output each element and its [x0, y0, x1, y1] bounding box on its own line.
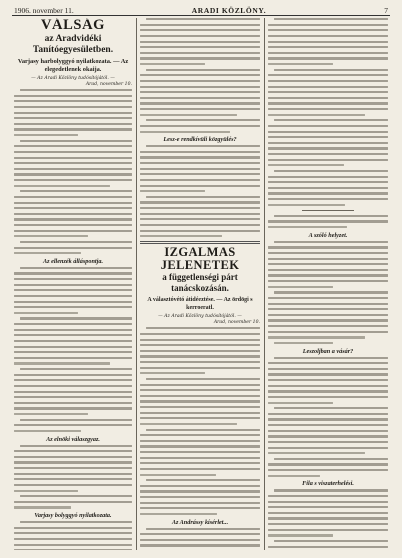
text-line: [268, 246, 388, 248]
text-line: [268, 159, 388, 161]
text-line: [20, 368, 132, 370]
text-line: [140, 190, 205, 192]
text-line: [268, 463, 388, 465]
text-line: [140, 412, 260, 414]
text-line: [268, 396, 388, 398]
text-line: [268, 379, 388, 381]
text-line: [268, 198, 388, 200]
text-line: [20, 317, 132, 319]
text-line: [14, 230, 132, 232]
text-line: [146, 18, 260, 20]
article-deck: Varjasy harbolyggyó nyilatkozata. — Az elegedetlenek okaija.: [17, 58, 129, 73]
text-line: [14, 450, 132, 452]
text-line: [268, 546, 388, 548]
text-line: [140, 29, 260, 31]
double-rule: [140, 241, 260, 245]
text-line: [268, 517, 388, 519]
text-line: [14, 484, 132, 486]
text-line: [268, 390, 388, 392]
text-line: [140, 46, 260, 48]
text-line: [274, 458, 388, 460]
text-line: [268, 274, 388, 276]
text-line: [14, 351, 132, 353]
text-line: [14, 527, 132, 529]
body-text: [268, 241, 388, 344]
text-line: [140, 80, 260, 82]
text-line: [14, 357, 132, 359]
body-text: [140, 528, 260, 551]
text-line: [268, 108, 388, 110]
text-line: [274, 540, 388, 542]
body-text: [268, 18, 388, 206]
text-line: [14, 340, 132, 342]
column-rule: [136, 18, 137, 550]
text-line: [20, 445, 132, 447]
text-line: [268, 258, 388, 260]
text-line: [140, 230, 260, 232]
text-line: [140, 490, 260, 492]
text-line: [268, 80, 388, 82]
body-text: [14, 89, 132, 254]
text-line: [140, 389, 260, 391]
text-line: [268, 114, 365, 116]
text-line: [20, 241, 132, 243]
text-line: [14, 185, 110, 187]
text-line: [14, 289, 132, 291]
section-heading: Az ellenzék álláspontja.: [43, 257, 103, 265]
text-line: [268, 57, 388, 59]
text-line: [140, 339, 260, 341]
divider: [302, 210, 354, 211]
body-text: [268, 357, 388, 477]
text-line: [140, 207, 260, 209]
text-line: [20, 190, 132, 192]
body-text: [140, 145, 260, 237]
body-text: [140, 327, 260, 515]
text-line: [14, 284, 132, 286]
text-line: [14, 218, 132, 220]
text-line: [140, 496, 260, 498]
text-line: [140, 502, 260, 504]
text-line: [140, 434, 260, 436]
text-line: [268, 368, 388, 370]
text-line: [14, 224, 132, 226]
text-line: [268, 336, 365, 338]
column-3: [268, 18, 388, 550]
text-line: [274, 241, 388, 243]
text-line: [274, 342, 333, 344]
text-line: [268, 435, 388, 437]
text-line: [140, 384, 260, 386]
text-line: [14, 374, 132, 376]
text-line: [268, 136, 388, 138]
text-line: [268, 269, 388, 271]
text-line: [14, 424, 132, 426]
text-line: [20, 521, 132, 523]
text-line: [14, 162, 132, 164]
text-line: [140, 350, 260, 352]
text-line: [20, 419, 132, 421]
text-line: [268, 192, 388, 194]
section-heading: Varjasy bolyggyó nyilatkozata.: [34, 512, 112, 519]
text-line: [14, 323, 132, 325]
text-line: [268, 131, 388, 133]
text-line: [140, 201, 260, 203]
text-line: [140, 86, 260, 88]
article-dateline: Arad, november 10.: [85, 82, 132, 87]
text-line: [140, 457, 260, 459]
text-line: [268, 297, 388, 299]
text-line: [268, 97, 388, 99]
text-line: [14, 478, 132, 480]
text-line: [146, 69, 260, 71]
text-line: [268, 402, 333, 404]
text-line: [20, 140, 132, 142]
text-line: [14, 385, 132, 387]
text-line: [268, 469, 388, 471]
text-line: [268, 418, 388, 420]
text-line: [14, 168, 132, 170]
text-line: [146, 327, 260, 329]
text-line: [268, 125, 388, 127]
text-line: [14, 134, 78, 136]
text-line: [14, 402, 132, 404]
article-headline: IZGALMAS JELENETEK: [160, 245, 240, 273]
text-line: [14, 179, 132, 181]
text-line: [14, 413, 88, 415]
text-line: [140, 445, 260, 447]
text-line: [14, 247, 132, 249]
text-line: [268, 331, 388, 333]
text-line: [140, 218, 260, 220]
text-line: [274, 489, 388, 491]
text-line: [268, 176, 388, 178]
text-line: [14, 396, 132, 398]
text-line: [140, 185, 260, 187]
text-line: [140, 213, 260, 215]
text-line: [140, 91, 260, 93]
text-line: [14, 549, 132, 550]
text-line: [268, 325, 388, 327]
text-line: [14, 532, 132, 534]
text-line: [14, 278, 132, 280]
text-line: [14, 112, 132, 114]
text-line: [14, 272, 132, 274]
text-line: [140, 168, 260, 170]
text-line: [14, 213, 132, 215]
text-line: [140, 417, 260, 419]
text-line: [274, 357, 388, 359]
text-line: [140, 97, 260, 99]
text-line: [140, 367, 260, 369]
text-line: [14, 538, 132, 540]
text-line: [268, 447, 388, 449]
text-line: [140, 125, 260, 127]
text-line: [140, 400, 260, 402]
text-line: [14, 312, 78, 314]
text-line: [140, 533, 260, 535]
text-line: [268, 506, 388, 508]
text-line: [14, 235, 88, 237]
text-line: [268, 430, 388, 432]
text-line: [14, 301, 132, 303]
text-line: [14, 306, 132, 308]
text-line: [268, 204, 345, 206]
text-line: [140, 224, 260, 226]
text-line: [140, 462, 260, 464]
text-line: [146, 479, 260, 481]
section-heading: Fila s viszaterhelési.: [302, 480, 354, 488]
text-line: [268, 452, 365, 454]
text-line: [140, 507, 260, 509]
text-line: [14, 501, 132, 503]
text-line: [268, 147, 388, 149]
text-line: [140, 361, 260, 363]
column-2: [140, 18, 260, 550]
article-byline: — Az Aradi Közlöny tudósítójától. —: [31, 76, 115, 81]
text-line: [14, 456, 132, 458]
text-line: [140, 406, 260, 408]
text-line: [140, 114, 237, 116]
text-line: [268, 280, 388, 282]
text-line: [14, 202, 132, 204]
text-line: [268, 529, 388, 531]
text-line: [268, 35, 388, 37]
text-line: [14, 117, 132, 119]
text-line: [140, 451, 260, 453]
text-line: [140, 41, 260, 43]
body-text: [268, 215, 388, 228]
text-line: [140, 485, 260, 487]
text-line: [268, 314, 388, 316]
text-line: [268, 29, 388, 31]
text-line: [140, 372, 205, 374]
text-line: [14, 145, 132, 147]
text-line: [14, 128, 132, 130]
text-line: [268, 512, 388, 514]
text-line: [268, 308, 388, 310]
text-line: [268, 286, 333, 288]
text-line: [14, 467, 132, 469]
text-line: [140, 74, 260, 76]
text-line: [14, 430, 81, 432]
text-line: [140, 333, 260, 335]
text-line: [140, 468, 260, 470]
text-line: [14, 100, 132, 102]
text-line: [268, 74, 388, 76]
text-line: [14, 295, 132, 297]
text-line: [140, 63, 205, 65]
text-line: [268, 373, 388, 375]
text-line: [268, 303, 388, 305]
text-line: [140, 513, 217, 515]
text-line: [268, 501, 388, 503]
text-line: [14, 196, 132, 198]
text-line: [14, 157, 132, 159]
text-line: [274, 69, 388, 71]
text-line: [20, 495, 132, 497]
text-line: [14, 473, 132, 475]
text-line: [14, 461, 132, 463]
text-line: [146, 196, 260, 198]
text-line: [268, 24, 388, 26]
text-line: [146, 378, 260, 380]
text-line: [268, 164, 344, 166]
article-byline: — Az Aradi Közlöny tudósítójától. —: [158, 314, 242, 320]
text-line: [14, 391, 132, 393]
page-number: 7: [384, 5, 388, 15]
text-line: [268, 46, 388, 48]
section-heading: Leszoljban a vásár?: [302, 347, 354, 355]
text-line: [268, 102, 388, 104]
text-line: [268, 495, 388, 497]
body-text: [140, 18, 260, 133]
text-line: [268, 385, 388, 387]
text-line: [140, 344, 260, 346]
text-line: [14, 379, 132, 381]
section-heading: A szóló helyzet.: [308, 231, 348, 239]
text-line: [14, 362, 110, 364]
body-text: [14, 445, 132, 509]
text-line: [268, 319, 388, 321]
text-line: [14, 207, 132, 209]
text-line: [140, 52, 260, 54]
text-line: [14, 151, 132, 153]
text-line: [146, 528, 260, 530]
issue-date: 1906. november 11.: [14, 5, 74, 15]
text-line: [20, 89, 132, 91]
text-line: [274, 119, 388, 121]
text-line: [140, 162, 260, 164]
text-line: [268, 153, 388, 155]
text-line: [14, 106, 132, 108]
text-line: [140, 179, 260, 181]
text-line: [146, 429, 260, 431]
article-deck: A választóvétó átidéeztése. — Az ördögi s kerroeratl.: [147, 297, 253, 311]
body-text: [14, 521, 132, 550]
text-line: [140, 35, 260, 37]
article-dateline: Arad, november 10.: [213, 320, 260, 326]
section-heading: Lesz-e rendkívüli közgyülés?: [163, 136, 237, 144]
article-subheadline: a függetlenségi párt tanácskozásán.: [162, 272, 238, 294]
text-line: [268, 424, 388, 426]
text-line: [140, 539, 260, 541]
text-line: [268, 142, 388, 144]
text-line: [268, 63, 333, 65]
text-line: [268, 534, 333, 536]
text-line: [274, 170, 388, 172]
text-line: [268, 226, 347, 228]
text-line: [268, 86, 388, 88]
text-line: [268, 181, 388, 183]
text-line: [14, 329, 132, 331]
text-line: [274, 18, 388, 20]
text-line: [268, 441, 388, 443]
article-subheadline: az Aradvidéki Tanítóegyesületben.: [32, 34, 114, 55]
section-heading: Az Andrássy kísérlet...: [171, 518, 229, 526]
text-line: [268, 475, 320, 477]
text-line: [140, 24, 260, 26]
text-line: [140, 57, 260, 59]
section-heading: Az elnöki válaszgyaz.: [46, 435, 100, 443]
text-line: [140, 151, 260, 153]
text-line: [268, 220, 388, 222]
text-line: [14, 123, 132, 125]
text-line: [268, 187, 388, 189]
body-text: [14, 267, 132, 432]
text-line: [14, 407, 132, 409]
text-line: [146, 145, 260, 147]
text-line: [20, 267, 132, 269]
text-line: [268, 91, 388, 93]
text-line: [268, 52, 388, 54]
body-text: [268, 489, 388, 550]
text-line: [140, 544, 260, 546]
text-line: [268, 263, 388, 265]
text-line: [14, 544, 132, 546]
paper-title: ARADI KÖZLÖNY.: [191, 5, 267, 15]
column-rule: [264, 18, 265, 550]
text-line: [14, 252, 81, 254]
text-line: [268, 523, 388, 525]
text-line: [14, 334, 132, 336]
text-line: [140, 440, 260, 442]
text-line: [274, 291, 388, 293]
article-headline: VÁLSÁG: [40, 18, 106, 33]
text-line: [14, 346, 132, 348]
column-1: [14, 18, 132, 550]
text-line: [146, 119, 260, 121]
text-line: [140, 395, 260, 397]
text-line: [140, 108, 260, 110]
text-line: [140, 423, 237, 425]
text-line: [140, 173, 260, 175]
text-line: [140, 355, 260, 357]
text-line: [268, 362, 388, 364]
text-line: [140, 156, 260, 158]
text-line: [140, 131, 230, 133]
masthead-rule: [12, 15, 390, 16]
text-line: [268, 413, 388, 415]
text-line: [140, 235, 222, 237]
text-line: [268, 41, 388, 43]
text-line: [274, 215, 388, 217]
text-line: [268, 252, 388, 254]
text-line: [14, 95, 132, 97]
text-line: [274, 407, 388, 409]
text-line: [14, 173, 132, 175]
text-line: [140, 102, 260, 104]
text-line: [14, 490, 78, 492]
text-line: [14, 506, 71, 508]
text-line: [140, 474, 216, 476]
